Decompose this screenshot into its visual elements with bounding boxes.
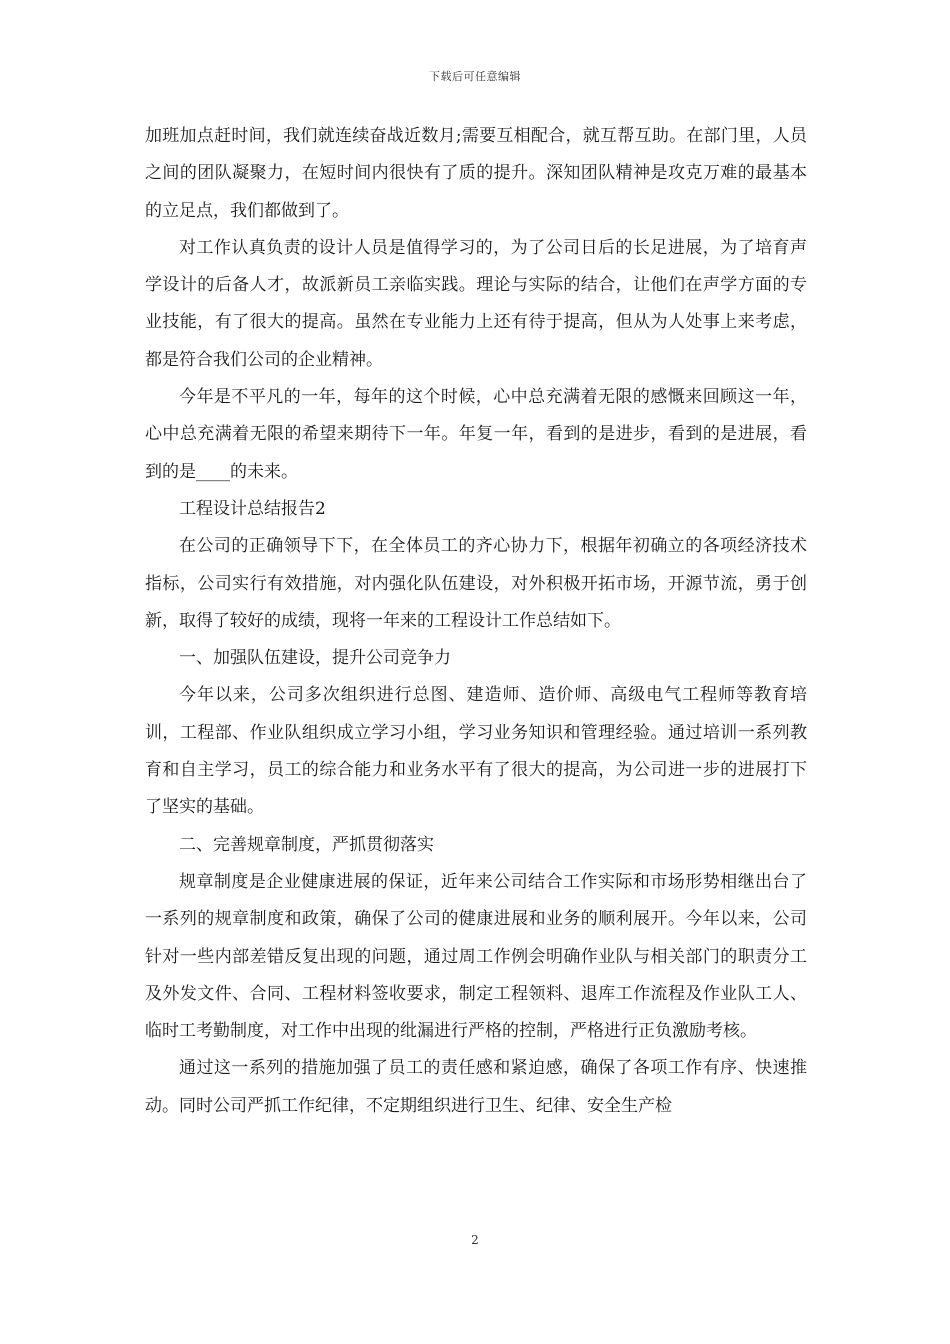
- paragraph: 在公司的正确领导下下，在全体员工的齐心协力下，根据年初确立的各项经济技术指标，公司实行有效措施，对内强化队伍建设，对外积极开拓市场，开源节流，勇于创新，取得了较好的成绩，现将一年来的工程设计工作总结如下。: [145, 536, 807, 631]
- paragraph: 加班加点赶时间，我们就连续奋战近数月;需要互相配合，就互帮互助。在部门里，人员之间的团队凝聚力，在短时间内很快有了质的提升。深知团队精神是攻克万难的最基本的立足点，我们都做到了。: [145, 126, 807, 221]
- paragraph: 今年以来，公司多次组织进行总图、建造师、造价师、高级电气工程师等教育培训，工程部、作业队组织成立学习小组，学习业务知识和管理经验。通过培训一系列教育和自主学习，员工的综合能力和业务水平有了很大的提高，为公司进一步的进展打下了坚实的基础。: [145, 685, 807, 818]
- section-title: 工程设计总结报告2: [179, 498, 326, 519]
- section-heading: 一、加强队伍建设，提升公司竞争力: [179, 648, 451, 669]
- paragraph: 今年是不平凡的一年，每年的这个时候，心中总充满着无限的感慨来回顾这一年，心中总充满着无限的希望来期待下一年。年复一年，看到的是进步，看到的是进展，看到的是____的未来。: [145, 387, 807, 482]
- paragraph: 对工作认真负责的设计人员是值得学习的，为了公司日后的长足进展，为了培育声学设计的后备人才，故派新员工亲临实践。理论与实际的结合，让他们在声学方面的专业技能，有了很大的提高。虽然在专业能力上还有待于提高，但从为人处事上来考虑，都是符合我们公司的企业精神。: [145, 237, 807, 370]
- section-heading: 二、完善规章制度，严抓贯彻落实: [179, 834, 434, 855]
- paragraph: 通过这一系列的措施加强了员工的责任感和紧迫感，确保了各项工作有序、快速推动。同时公司严抓工作纪律，不定期组织进行卫生、纪律、安全生产检: [145, 1058, 807, 1116]
- paragraph: 规章制度是企业健康进展的保证，近年来公司结合工作实际和市场形势相继出台了一系列的规章制度和政策，确保了公司的健康进展和业务的顺利展开。今年以来，公司针对一些内部差错反复出现的问题，通过周工作例会明确作业队与相关部门的职责分工及外发文件、合同、工程材料签收要求，制定工程领料、退库工作流程及作业队工人、临时工考勤制度，对工作中出现的纰漏进行严格的控制，严格进行正负激励考核。: [145, 871, 807, 1042]
- page-number: 2: [471, 1233, 479, 1247]
- page-header: 下载后可任意编辑: [429, 70, 521, 83]
- document-body: [145, 118, 807, 1125]
